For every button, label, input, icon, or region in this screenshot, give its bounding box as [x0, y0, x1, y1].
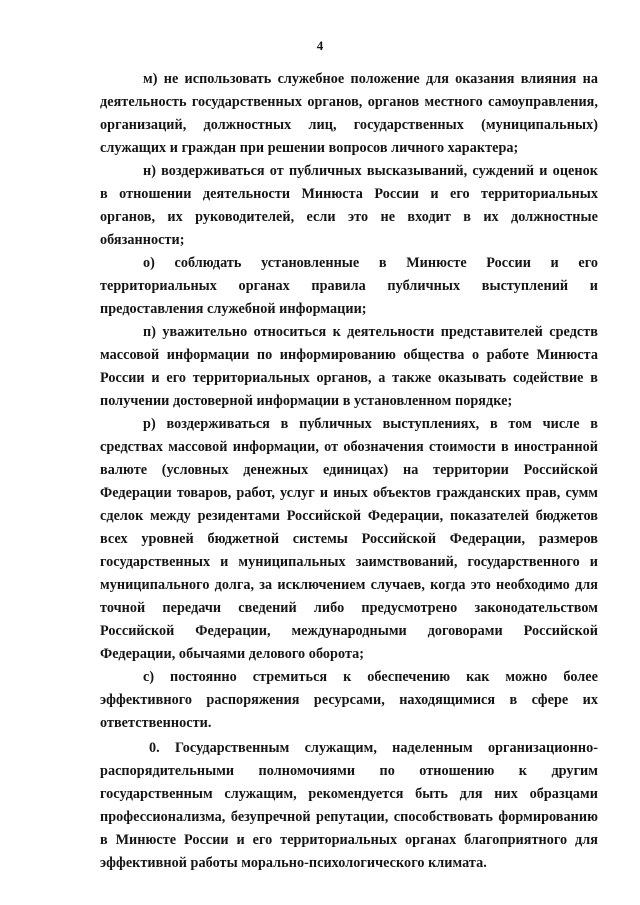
paragraph-p: п) уважительно относиться к деятельности представителей средств массовой информации по информированию общества о работе Минюста России и его территориальных органов, а также оказывать содействие в получении достоверной информации в установленном порядке;: [100, 324, 598, 409]
paragraph-o: о) соблюдать установленные в Минюсте России и его территориальных органах правила публичных выступлений и предоставления служебной информации;: [100, 255, 598, 317]
paragraph-s: с) постоянно стремиться к обеспечению как можно более эффективного распоряжения ресурсами, находящимися в сфере их ответственности.: [100, 669, 598, 731]
document-body: [100, 68, 598, 875]
paragraph-section-0: 0. Государственным служащим, наделенным организационно-распорядительными полномочиями по отношению к другим государственным служащим, рекомендуется быть для них образцами профессионализма, безупречной репутации, способствовать формированию в Минюсте России и его территориальных органах благоприятного для эффективной работы морально-психологического климата.: [100, 740, 598, 871]
paragraph-n: н) воздерживаться от публичных высказываний, суждений и оценок в отношении деятельности Минюста России и его территориальных органов, их руководителей, если это не входит в их должностные обязанности;: [100, 163, 598, 248]
paragraph-r: р) воздерживаться в публичных выступлениях, в том числе в средствах массовой информации, от обозначения стоимости в иностранной валюте (условных денежных единицах) на территории Российской Федерации товаров, работ, услуг и иных объектов гражданских прав, сумм сделок между резидентами Российской Федерации, показателей бюджетов всех уровней бюджетной системы Российской Федерации, размеров государственных и муниципальных заимствований, государственного и муниципального долга, за исключением случаев, когда это необходимо для точной передачи сведений либо предусмотрено законодательством Российской Федерации, международными договорами Российской Федерации, обычаями делового оборота;: [100, 416, 598, 662]
page-number: 4: [316, 38, 324, 53]
paragraph-m: м) не использовать служебное положение для оказания влияния на деятельность государственных органов, органов местного самоуправления, организаций, должностных лиц, государственных (муниципальных) служащих и граждан при решении вопросов личного характера;: [100, 71, 598, 156]
